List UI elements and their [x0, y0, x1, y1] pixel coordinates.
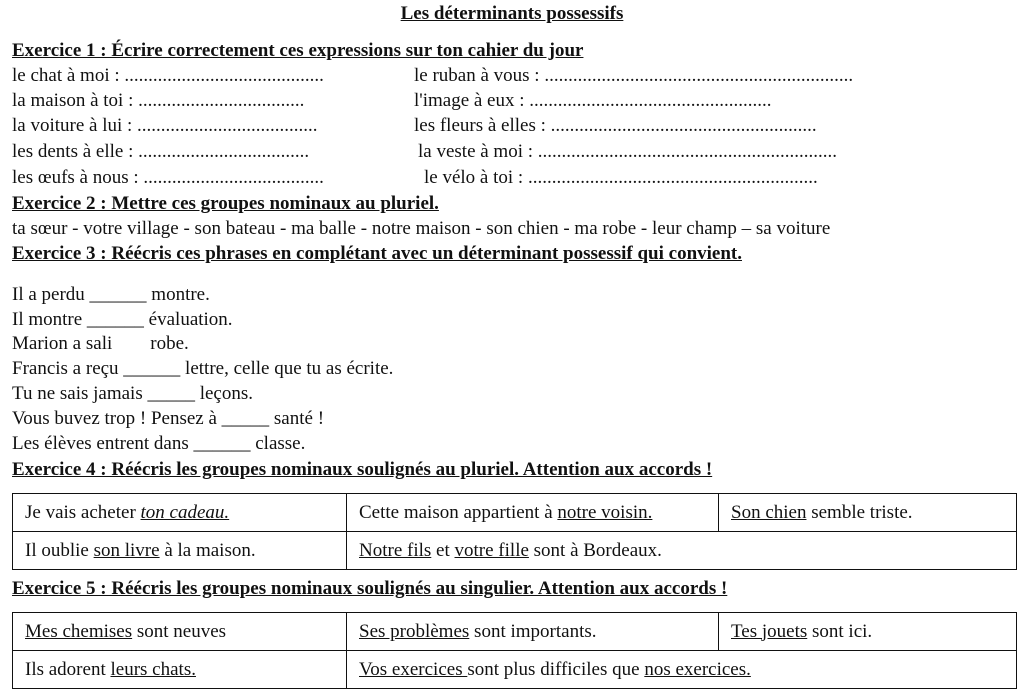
underlined-group: Son chien [731, 501, 807, 523]
ex3-sentence: Les élèves entrent dans ______ classe. [12, 433, 306, 454]
table-cell: Ils adorent leurs chats. [13, 651, 347, 689]
table-row [13, 613, 1017, 651]
table-cell: Je vais acheter ton cadeau. [13, 494, 347, 532]
table-row [13, 532, 1017, 570]
exercise-5-heading: Exercice 5 : Réécris les groupes nominaux soulignés au singulier. Attention aux accords ! [12, 578, 728, 599]
ex3-sentence: Francis a reçu ______ lettre, celle que tu as écrite. [12, 358, 394, 379]
ex2-text: ta sœur - votre village - son bateau - ma balle - notre maison - son chien - ma robe - leur champ – sa voiture [12, 218, 831, 239]
exercise-4-heading: Exercice 4 : Réécris les groupes nominaux soulignés au pluriel. Attention aux accords ! [12, 459, 713, 480]
underlined-group: notre voisin. [557, 501, 653, 523]
exercise-5-table [12, 612, 1017, 689]
table-cell: Tes jouets sont ici. [719, 613, 1017, 651]
underlined-group: votre fille [454, 539, 529, 561]
underlined-group: Mes chemises [25, 620, 133, 642]
page-title: Les déterminants possessifs [400, 3, 624, 24]
underlined-group: nos exercices. [644, 658, 751, 680]
ex3-sentence: Vous buvez trop ! Pensez à _____ santé ! [12, 408, 325, 429]
ex1-item: l'image à eux : ................................................... [414, 90, 772, 111]
table-cell: Cette maison appartient à notre voisin. [347, 494, 719, 532]
underlined-group: son livre [93, 539, 160, 561]
ex3-sentence: Il a perdu ______ montre. [12, 284, 210, 305]
underlined-group: ton cadeau. [140, 501, 230, 523]
table-cell: Mes chemises sont neuves [13, 613, 347, 651]
exercise-4-table [12, 493, 1017, 570]
table-cell: Son chien semble triste. [719, 494, 1017, 532]
ex3-sentence: Tu ne sais jamais _____ leçons. [12, 383, 254, 404]
table-cell: Ses problèmes sont importants. [347, 613, 719, 651]
ex1-item: le ruban à vous : ................................................................. [414, 65, 854, 86]
ex3-sentence: Marion a sali robe. [12, 333, 189, 354]
ex3-sentence: Il montre ______ évaluation. [12, 309, 233, 330]
underlined-group: Vos exercices [359, 658, 468, 680]
table-cell: Il oublie son livre à la maison. [13, 532, 347, 570]
ex1-item: le chat à moi : .......................................... [12, 65, 324, 86]
underlined-group: Tes jouets [731, 620, 808, 642]
underlined-group: Ses problèmes [359, 620, 470, 642]
table-cell: Vos exercices sont plus difficiles que nos exercices. [347, 651, 1017, 689]
ex1-item: la veste à moi : ............................................................... [418, 141, 838, 162]
underlined-group: Notre fils [359, 539, 432, 561]
ex1-item: les fleurs à elles : ........................................................ [414, 115, 817, 136]
ex1-item: les dents à elle : .................................... [12, 141, 310, 162]
exercise-2-heading: Exercice 2 : Mettre ces groupes nominaux au pluriel. [12, 193, 439, 214]
ex1-item: les œufs à nous : ...................................... [12, 167, 324, 188]
underlined-group: leurs chats. [110, 658, 196, 680]
table-row [13, 651, 1017, 689]
table-row [13, 494, 1017, 532]
exercise-3-heading: Exercice 3 : Réécris ces phrases en complétant avec un déterminant possessif qui convient. [12, 243, 742, 264]
exercise-1-heading: Exercice 1 : Écrire correctement ces expressions sur ton cahier du jour [12, 40, 584, 61]
ex1-item: la maison à toi : ................................... [12, 90, 305, 111]
ex1-item: le vélo à toi : ............................................................. [424, 167, 818, 188]
ex1-item: la voiture à lui : ...................................... [12, 115, 318, 136]
table-cell: Notre fils et votre fille sont à Bordeaux. [347, 532, 1017, 570]
